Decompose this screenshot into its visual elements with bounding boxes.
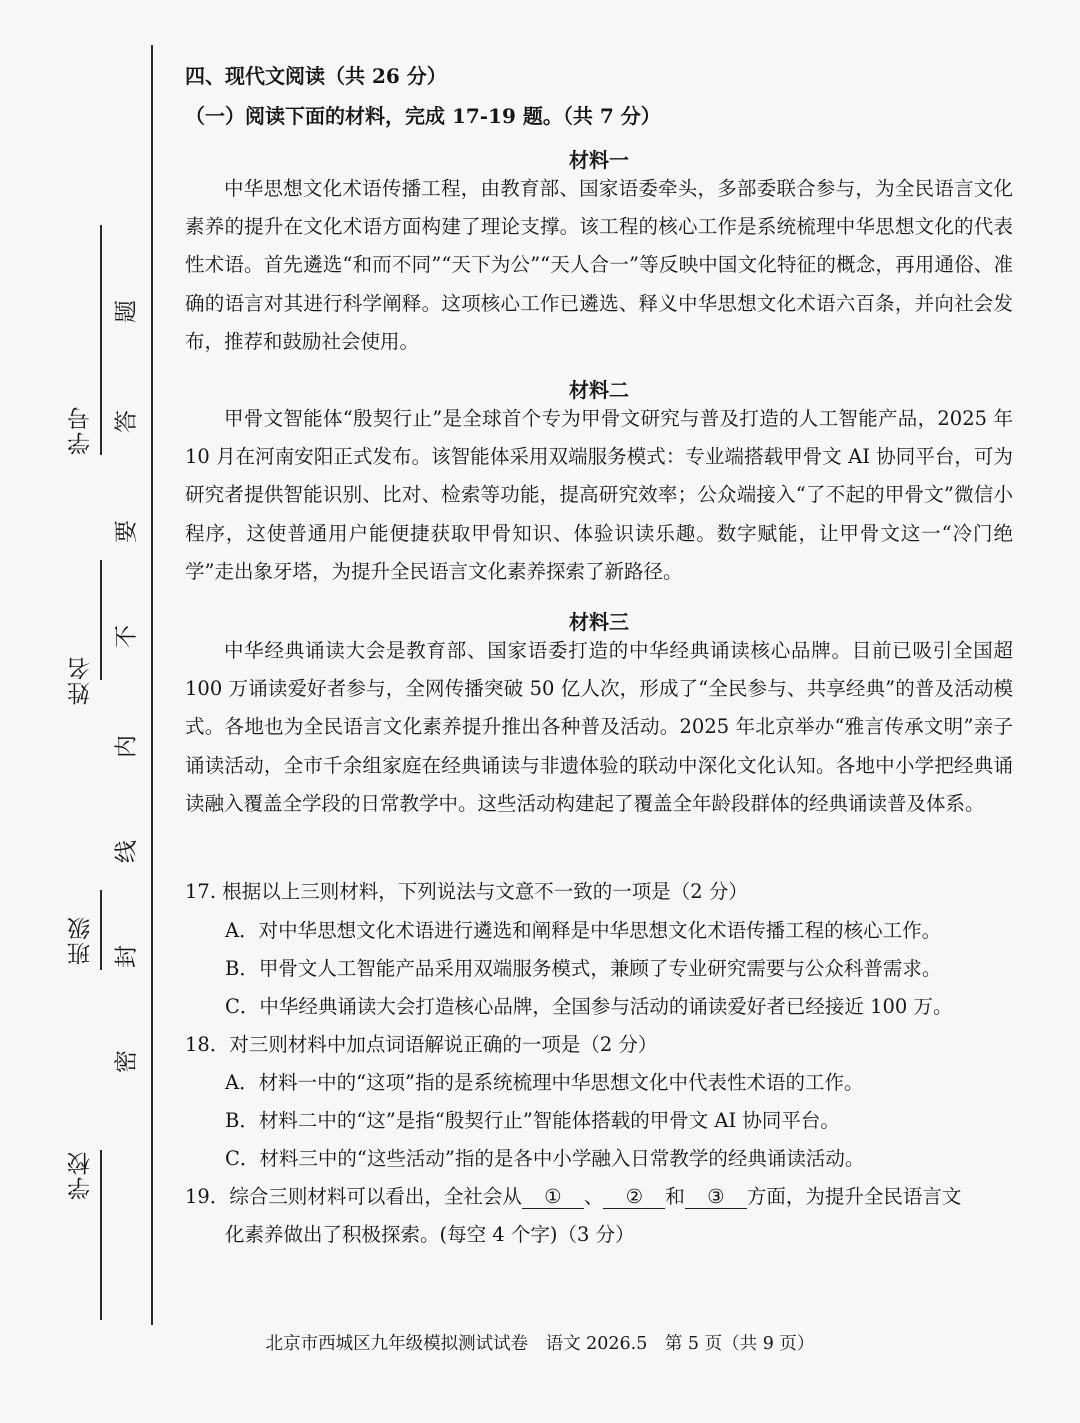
material-2-title: 材料二	[569, 378, 629, 402]
answer-blank-3[interactable]: ③	[685, 1185, 747, 1209]
seal-line	[151, 45, 153, 1325]
seal-char-nei: 内	[113, 735, 140, 758]
question-17-option-a[interactable]: A．对中华思想文化术语进行遴选和阐释是中华思想文化术语传播工程的核心工作。	[225, 919, 942, 942]
seal-char-yao: 要	[113, 520, 140, 543]
binding-margin	[0, 0, 160, 1423]
answer-blank-1[interactable]: ①	[522, 1185, 584, 1209]
question-19-text-a: 19．综合三则材料可以看出，全社会从	[185, 1185, 522, 1208]
fill-line-student-id	[100, 225, 102, 455]
class-field[interactable]	[70, 915, 93, 965]
question-17-option-b[interactable]: B．甲骨文人工智能产品采用双端服务模式，兼顾了专业研究需要与公众科普需求。	[225, 957, 942, 980]
seal-char-xian: 线	[113, 840, 140, 863]
seal-char-mi: 密	[113, 1050, 140, 1073]
question-18-option-c[interactable]: C．材料三中的“这些活动”指的是各中小学融入日常教学的经典诵读活动。	[225, 1147, 865, 1170]
seal-char-da: 答	[113, 410, 140, 433]
question-17-stem: 17. 根据以上三则材料，下列说法与文意不一致的一项是（2 分）	[185, 880, 748, 903]
material-1-title: 材料一	[569, 148, 629, 172]
section-title: 四、现代文阅读（共 26 分）	[185, 64, 447, 88]
section-subtitle: （一）阅读下面的材料，完成 17-19 题。（共 7 分）	[185, 104, 661, 128]
seal-char-ti: 题	[113, 300, 140, 323]
material-1-text: 中华思想文化术语传播工程，由教育部、国家语委牵头，多部委联合参与，为全民语言文化素养的提升在文化术语方面构建了理论支撑。该工程的核心工作是系统梳理中华思想文化的代表性术语。首先遴选“和而不同”“天下为公”“天人合一”等反映中国文化特征的概念，再用通俗、准确的语言对其进行科学阐释。这项核心工作已遴选、释义中华思想文化术语六百条，并向社会发布，推荐和鼓励社会使用。	[185, 177, 1013, 353]
question-19-text-c: 和	[665, 1185, 685, 1208]
question-19-stem	[185, 1181, 961, 1209]
question-19-text-d: 方面，为提升全民语言文	[746, 1185, 962, 1208]
student-id-label: 学号	[68, 405, 94, 455]
material-3-title: 材料三	[569, 610, 629, 634]
question-19-stem-line2: 化素养做出了积极探索。(每空 4 个字)（3 分）	[225, 1223, 635, 1246]
material-3-text: 中华经典诵读大会是教育部、国家语委打造的中华经典诵读核心品牌。目前已吸引全国超 100 万诵读爱好者参与，全网传播突破 50 亿人次，形成了“全民参与、共享经典”的普及活动模式。各地也为全民语言文化素养提升推出各种普及活动。2025 年北京举办“雅言传承文明”亲子诵读活动，全市千余组家庭在经典诵读与非遗体验的联动中深化文化认知。各地中小学把经典诵读融入覆盖全学段的日常教学中。这些活动构建起了覆盖全年龄段群体的经典诵读普及体系。	[185, 639, 1013, 815]
seal-char-feng: 封	[113, 945, 140, 968]
question-18-stem: 18．对三则材料中加点词语解说正确的一项是（2 分）	[185, 1033, 658, 1056]
student-name-label: 姓名	[68, 655, 94, 705]
answer-blank-2[interactable]: ②	[603, 1185, 665, 1209]
question-18-option-a[interactable]: A．材料一中的“这项”指的是系统梳理中华思想文化中代表性术语的工作。	[225, 1071, 864, 1094]
material-2-text: 甲骨文智能体“殷契行止”是全球首个专为甲骨文研究与普及打造的人工智能产品，2025 年 10 月在河南安阳正式发布。该智能体采用双端服务模式：专业端搭载甲骨文 AI 协同平台，可为研究者提供智能识别、比对、检索等功能，提高研究效率；公众端接入“了不起的甲骨文”微信小程序，这使普通用户能便捷获取甲骨知识、体验识读乐趣。数字赋能，让甲骨文这一“冷门绝学”走出象牙塔，为提升全民语言文化素养探索了新路径。	[185, 407, 1013, 583]
school-field[interactable]	[70, 1150, 93, 1200]
student-name-field[interactable]	[70, 655, 93, 705]
question-17-option-c[interactable]: C．中华经典诵读大会打造核心品牌，全国参与活动的诵读爱好者已经接近 100 万。	[225, 995, 953, 1018]
school-label: 学校	[68, 1150, 94, 1200]
page-footer: 北京市西城区九年级模拟测试试卷 语文 2026.5 第 5 页（共 9 页）	[265, 1334, 815, 1354]
fill-line-name	[100, 560, 102, 680]
question-19-text-b: 、	[583, 1185, 604, 1208]
seal-char-bu: 不	[113, 625, 140, 648]
fill-line-class	[100, 890, 102, 970]
question-18-option-b[interactable]: B．材料二中的“这”是指“殷契行止”智能体搭载的甲骨文 AI 协同平台。	[225, 1109, 840, 1132]
class-label: 班级	[68, 915, 94, 965]
student-id-field[interactable]	[70, 405, 93, 455]
fill-line-school	[100, 1150, 102, 1320]
